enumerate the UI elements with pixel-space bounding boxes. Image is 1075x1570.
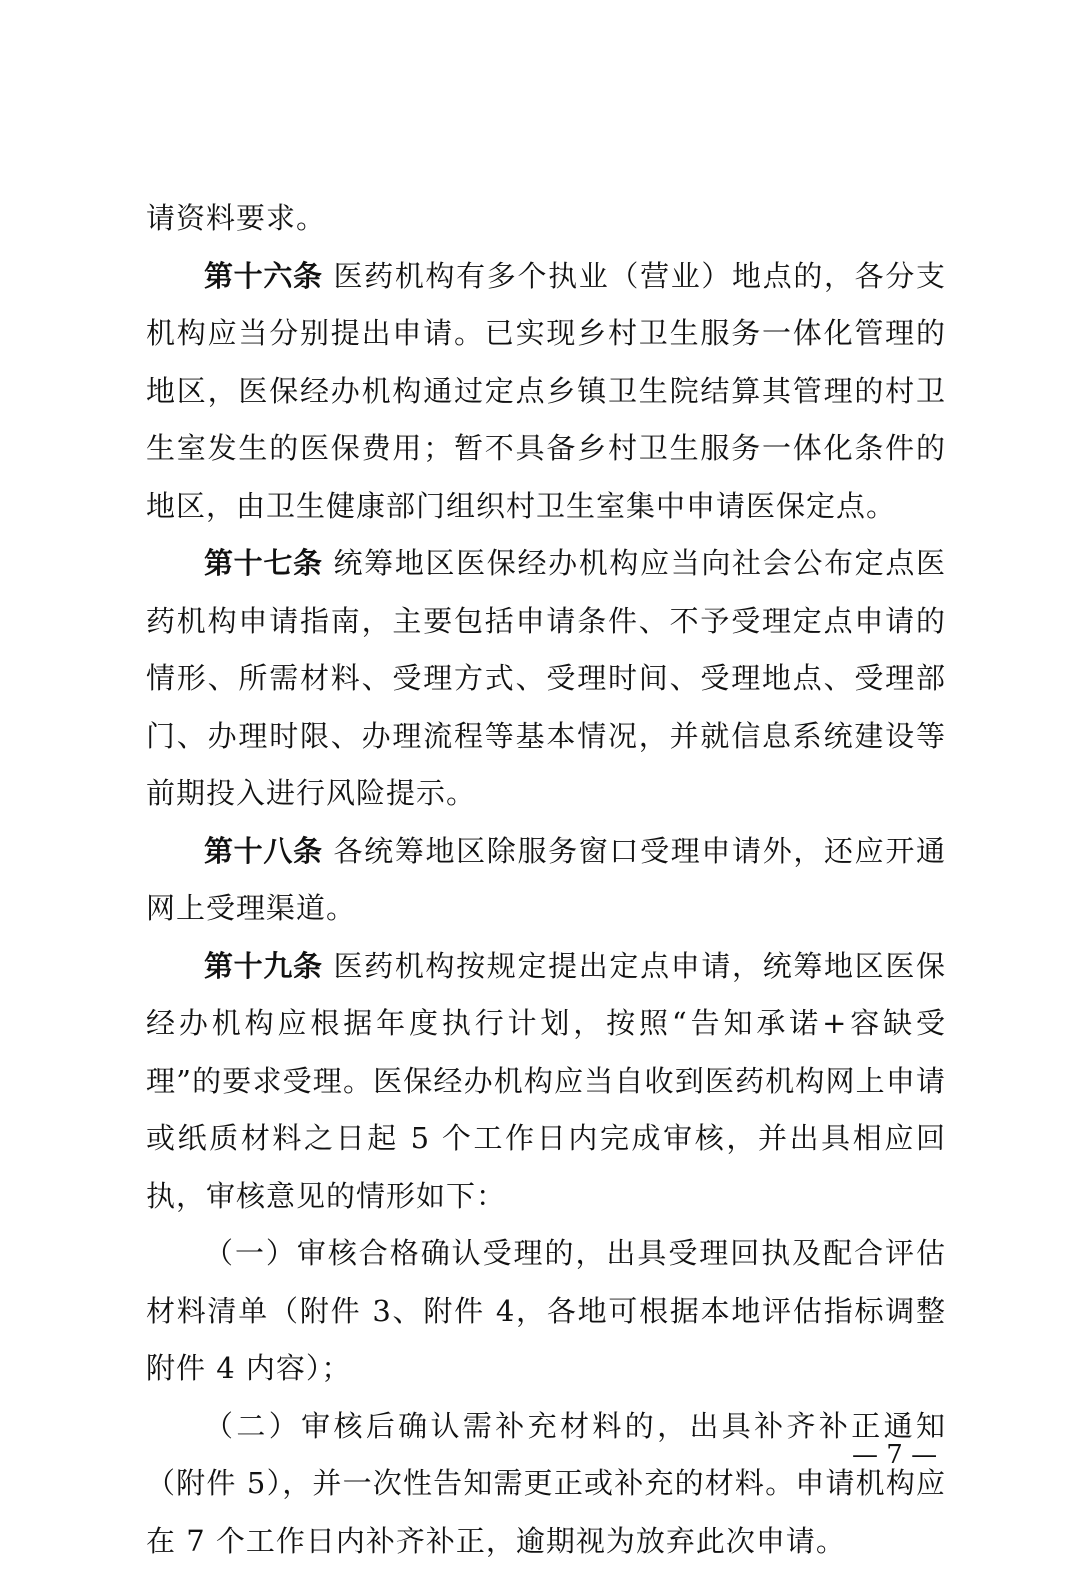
paragraph-text: 各统筹地区除服务窗口受理申请外，还应开通网上受理渠道。 [146, 834, 946, 926]
article-number: 第十六条 [204, 259, 323, 293]
paragraph-continuation [146, 190, 946, 248]
paragraph-text: 医药机构有多个执业（营业）地点的，各分支机构应当分别提出申请。已实现乡村卫生服务一体化管理的地区，医保经办机构通过定点乡镇卫生院结算其管理的村卫生室发生的医保费用；暂不具备乡村卫生服务一体化条件的地区，由卫生健康部门组织村卫生室集中申请医保定点。 [146, 259, 946, 523]
article-number: 第十八条 [204, 834, 323, 868]
paragraph-item-2 [146, 1398, 946, 1570]
paragraph-text: 统筹地区医保经办机构应当向社会公布定点医药机构申请指南，主要包括申请条件、不予受理定点申请的情形、所需材料、受理方式、受理时间、受理地点、受理部门、办理时限、办理流程等基本情况，并就信息系统建设等前期投入进行风险提示。 [146, 546, 946, 810]
article-number: 第十九条 [204, 949, 323, 983]
paragraph-text: （二）审核后确认需补充材料的，出具补齐补正通知（附件 5），并一次性告知需更正或补充的材料。申请机构应在 7 个工作日内补齐补正，逾期视为放弃此次申请。 [146, 1409, 946, 1558]
paragraph-text: 请资料要求。 [146, 201, 326, 235]
page-number: — 7 — [852, 1440, 952, 1470]
paragraph-article-16 [146, 248, 946, 536]
paragraph-article-17 [146, 535, 946, 823]
paragraph-item-1 [146, 1225, 946, 1398]
article-number: 第十七条 [204, 546, 323, 580]
paragraph-text: （一）审核合格确认受理的，出具受理回执及配合评估材料清单（附件 3、附件 4，各地可根据本地评估指标调整附件 4 内容）； [146, 1236, 946, 1385]
paragraph-text: 医药机构按规定提出定点申请，统筹地区医保经办机构应根据年度执行计划，按照“告知承诺+容缺受理”的要求受理。医保经办机构应当自收到医药机构网上申请或纸质材料之日起 5 个工作日内完成审核，并出具相应回执，审核意见的情形如下： [146, 949, 946, 1213]
paragraph-article-18 [146, 823, 946, 938]
document-body [146, 190, 946, 1570]
paragraph-article-19 [146, 938, 946, 1226]
